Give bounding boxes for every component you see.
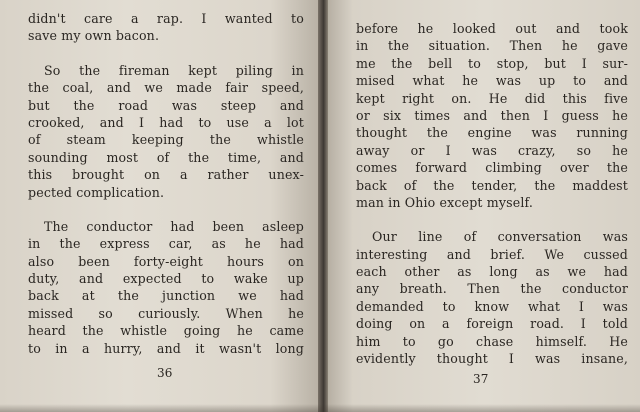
text-line: away or I was crazy, so he [356,142,628,158]
text-line: thought the engine was running [356,125,628,141]
text-line: mised what he was up to and [356,73,628,89]
text-line: man in Ohio except myself. [356,194,534,210]
text-line: doing on a foreign road. I told [356,316,628,332]
text-line: demanded to know what I was [356,298,628,314]
text-line: The conductor had been asleep [44,218,304,234]
paragraph [28,10,304,45]
text-line: of steam keeping the whistle [28,132,304,148]
text-line: the coal, and we made fair speed, [28,80,304,96]
text-line: before he looked out and took [356,21,628,36]
text-line: each other as long as we had [356,264,628,280]
paragraph [28,62,304,201]
text-line: in the situation. Then he gave [356,38,628,54]
paragraph [28,218,304,357]
text-line: save my own bacon. [28,28,160,44]
page-number: 36 [157,366,173,380]
text-line: back at the junction we had [28,288,304,304]
text-line: in the express car, as he had [28,236,304,252]
text-line: or six times and then I guess he [356,107,628,123]
text-line: kept right on. He did this five [356,90,628,106]
text-line: Our line of conversation was [372,229,628,245]
page-number: 37 [473,372,489,386]
text-line: pected complication. [28,184,165,200]
text-line: didn't care a rap. I wanted to [28,11,304,26]
text-line: me the bell to stop, but I sur- [356,55,628,71]
text-line: crooked, and I had to use a lot [28,114,304,130]
text-line: interesting and brief. We cussed [356,246,628,262]
text-line: missed so curiously. When he [28,305,304,321]
right-page [328,0,640,412]
page-bottom-edge [0,404,640,412]
text-line: to in a hurry, and it wasn't long [28,340,304,356]
text-line: comes forward climbing over the [356,160,628,176]
text-line: duty, and expected to wake up [28,271,304,287]
text-line: also been forty-eight hours on [28,253,304,269]
text-line: this brought on a rather unex- [28,167,304,183]
text-line: evidently thought I was insane, [356,351,628,367]
text-line: back of the tender, the maddest [356,177,628,193]
left-page [0,0,318,412]
text-line: heard the whistle going he came [28,323,304,339]
book-gutter [318,0,328,412]
paragraph [356,228,628,367]
text-line: sounding most of the time, and [28,149,304,165]
text-line: him to go chase himself. He [356,333,628,349]
text-line: So the fireman kept piling in [44,62,304,78]
text-line: but the road was steep and [28,97,304,113]
text-line: any breath. Then the conductor [356,281,628,297]
paragraph [356,20,628,211]
